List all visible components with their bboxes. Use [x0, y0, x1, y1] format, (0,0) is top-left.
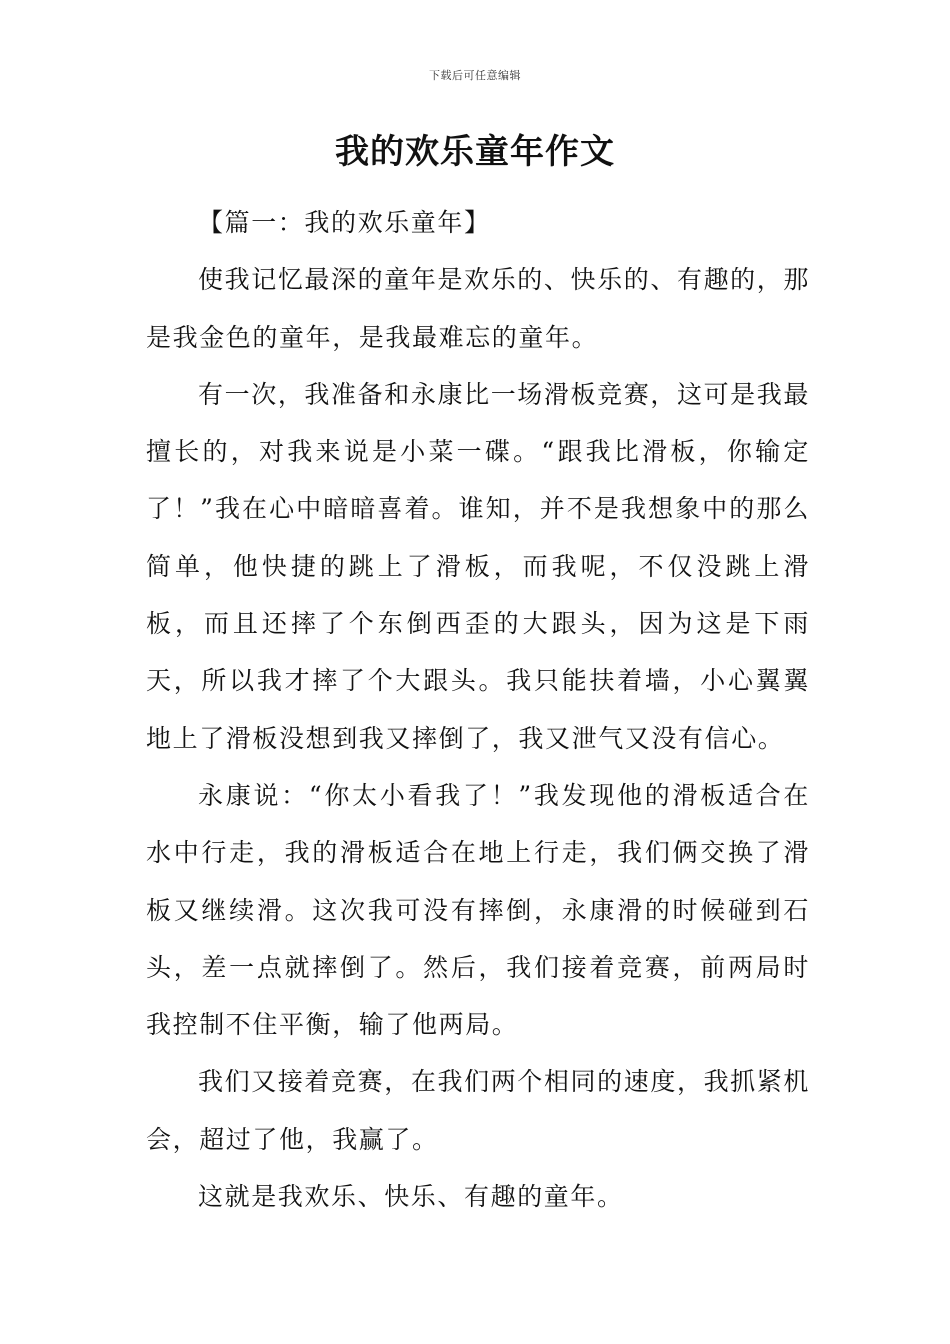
header-note: 下载后可任意编辑 [429, 69, 521, 82]
section-heading: 【篇一：我的欢乐童年】 [198, 208, 491, 237]
paragraph-2: 有一次，我准备和永康比一场滑板竞赛，这可是我最擅长的，对我来说是小菜一碟。“跟我比滑板，你输定了！”我在心中暗暗喜着。谁知，并不是我想象中的那么简单，他快捷的跳上了滑板，而我呢，不仅没跳上滑板，而且还摔了个东倒西歪的大跟头，因为这是下雨天，所以我才摔了个大跟头。我只能扶着墙，小心翼翼地上了滑板没想到我又摔倒了，我又泄气又没有信心。 [146, 379, 810, 753]
paragraph-1: 使我记忆最深的童年是欢乐的、快乐的、有趣的，那是我金色的童年，是我最难忘的童年。 [146, 265, 810, 352]
document-body [146, 194, 810, 1225]
paragraph-3: 永康说：“你太小看我了！”我发现他的滑板适合在水中行走，我的滑板适合在地上行走，我们俩交换了滑板又继续滑。这次我可没有摔倒，永康滑的时候碰到石头，差一点就摔倒了。然后，我们接着竞赛，前两局时我控制不住平衡，输了他两局。 [146, 780, 810, 1040]
document-title: 我的欢乐童年作文 [335, 132, 615, 172]
paragraph-4: 我们又接着竞赛，在我们两个相同的速度，我抓紧机会，超过了他，我赢了。 [146, 1067, 810, 1154]
paragraph-5: 这就是我欢乐、快乐、有趣的童年。 [198, 1182, 624, 1212]
